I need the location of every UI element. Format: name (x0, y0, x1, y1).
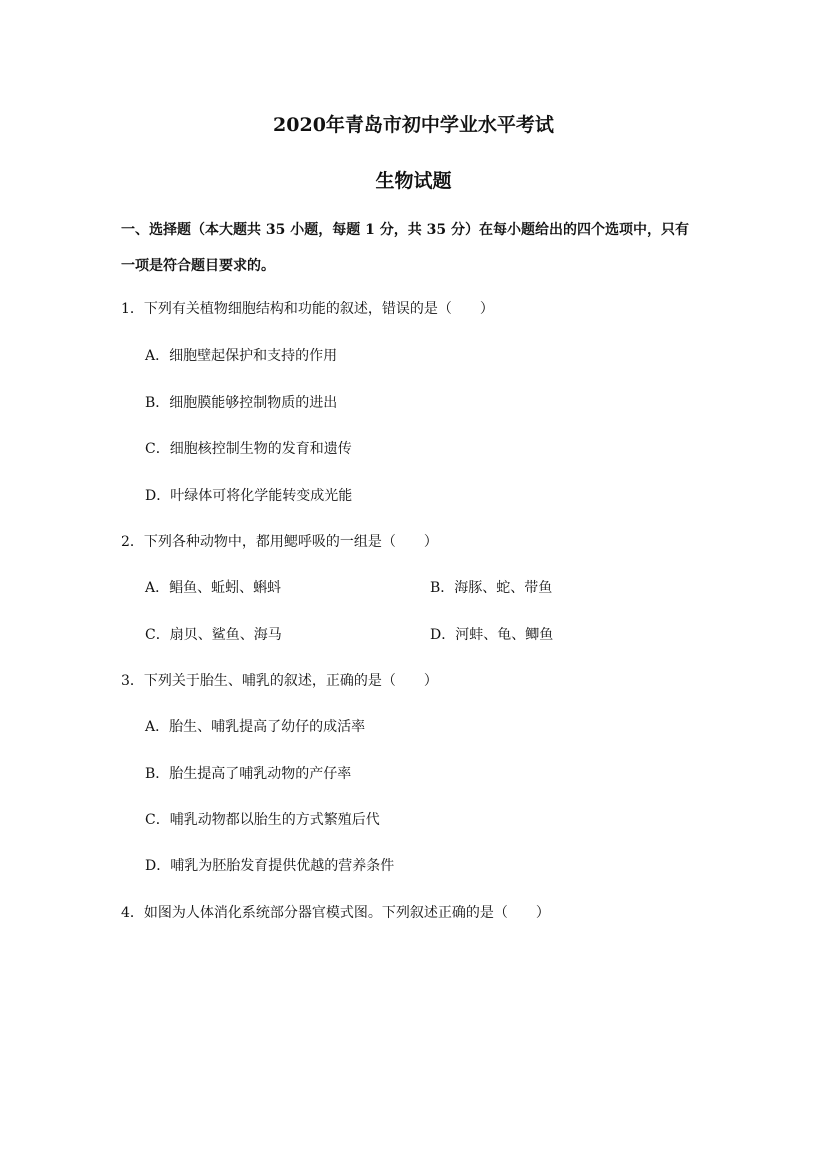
question-1-stem: 1．下列有关植物细胞结构和功能的叙述，错误的是（ ） (121, 301, 494, 317)
question-3-option-c: C．哺乳动物都以胎生的方式繁殖后代 (145, 812, 380, 828)
question-4-stem: 4．如图为人体消化系统部分器官模式图。下列叙述正确的是（ ） (121, 905, 550, 921)
section-instructions-line2: 一项是符合题目要求的。 (121, 258, 275, 274)
question-1-option-c: C．细胞核控制生物的发育和遗传 (145, 441, 352, 457)
question-3-option-b: B．胎生提高了哺乳动物的产仔率 (145, 766, 352, 782)
question-3-stem: 3．下列关于胎生、哺乳的叙述，正确的是（ ） (121, 673, 438, 689)
question-1-option-a: A．细胞壁起保护和支持的作用 (145, 348, 338, 364)
page-subtitle: 生物试题 (375, 170, 452, 192)
question-2-option-c: C．扇贝、鲨鱼、海马 (145, 627, 282, 643)
question-3-option-d: D．哺乳为胚胎发育提供优越的营养条件 (145, 858, 395, 874)
question-3-option-a: A．胎生、哺乳提高了幼仔的成活率 (145, 719, 366, 735)
question-2-stem: 2．下列各种动物中，都用鳃呼吸的一组是（ ） (121, 534, 438, 550)
question-1-option-d: D．叶绿体可将化学能转变成光能 (145, 488, 353, 504)
question-1-option-b: B．细胞膜能够控制物质的进出 (145, 395, 338, 411)
question-2-option-a: A．鲳鱼、蚯蚓、蝌蚪 (145, 580, 282, 596)
question-2-option-d: D．河蚌、龟、鲫鱼 (430, 627, 554, 643)
page-title: 2020年青岛市初中学业水平考试 (273, 114, 554, 136)
section-instructions-line1: 一、选择题（本大题共 35 小题，每题 1 分，共 35 分）在每小题给出的四个选项中，只有 (121, 222, 689, 238)
question-2-option-b: B．海豚、蛇、带鱼 (430, 580, 553, 596)
